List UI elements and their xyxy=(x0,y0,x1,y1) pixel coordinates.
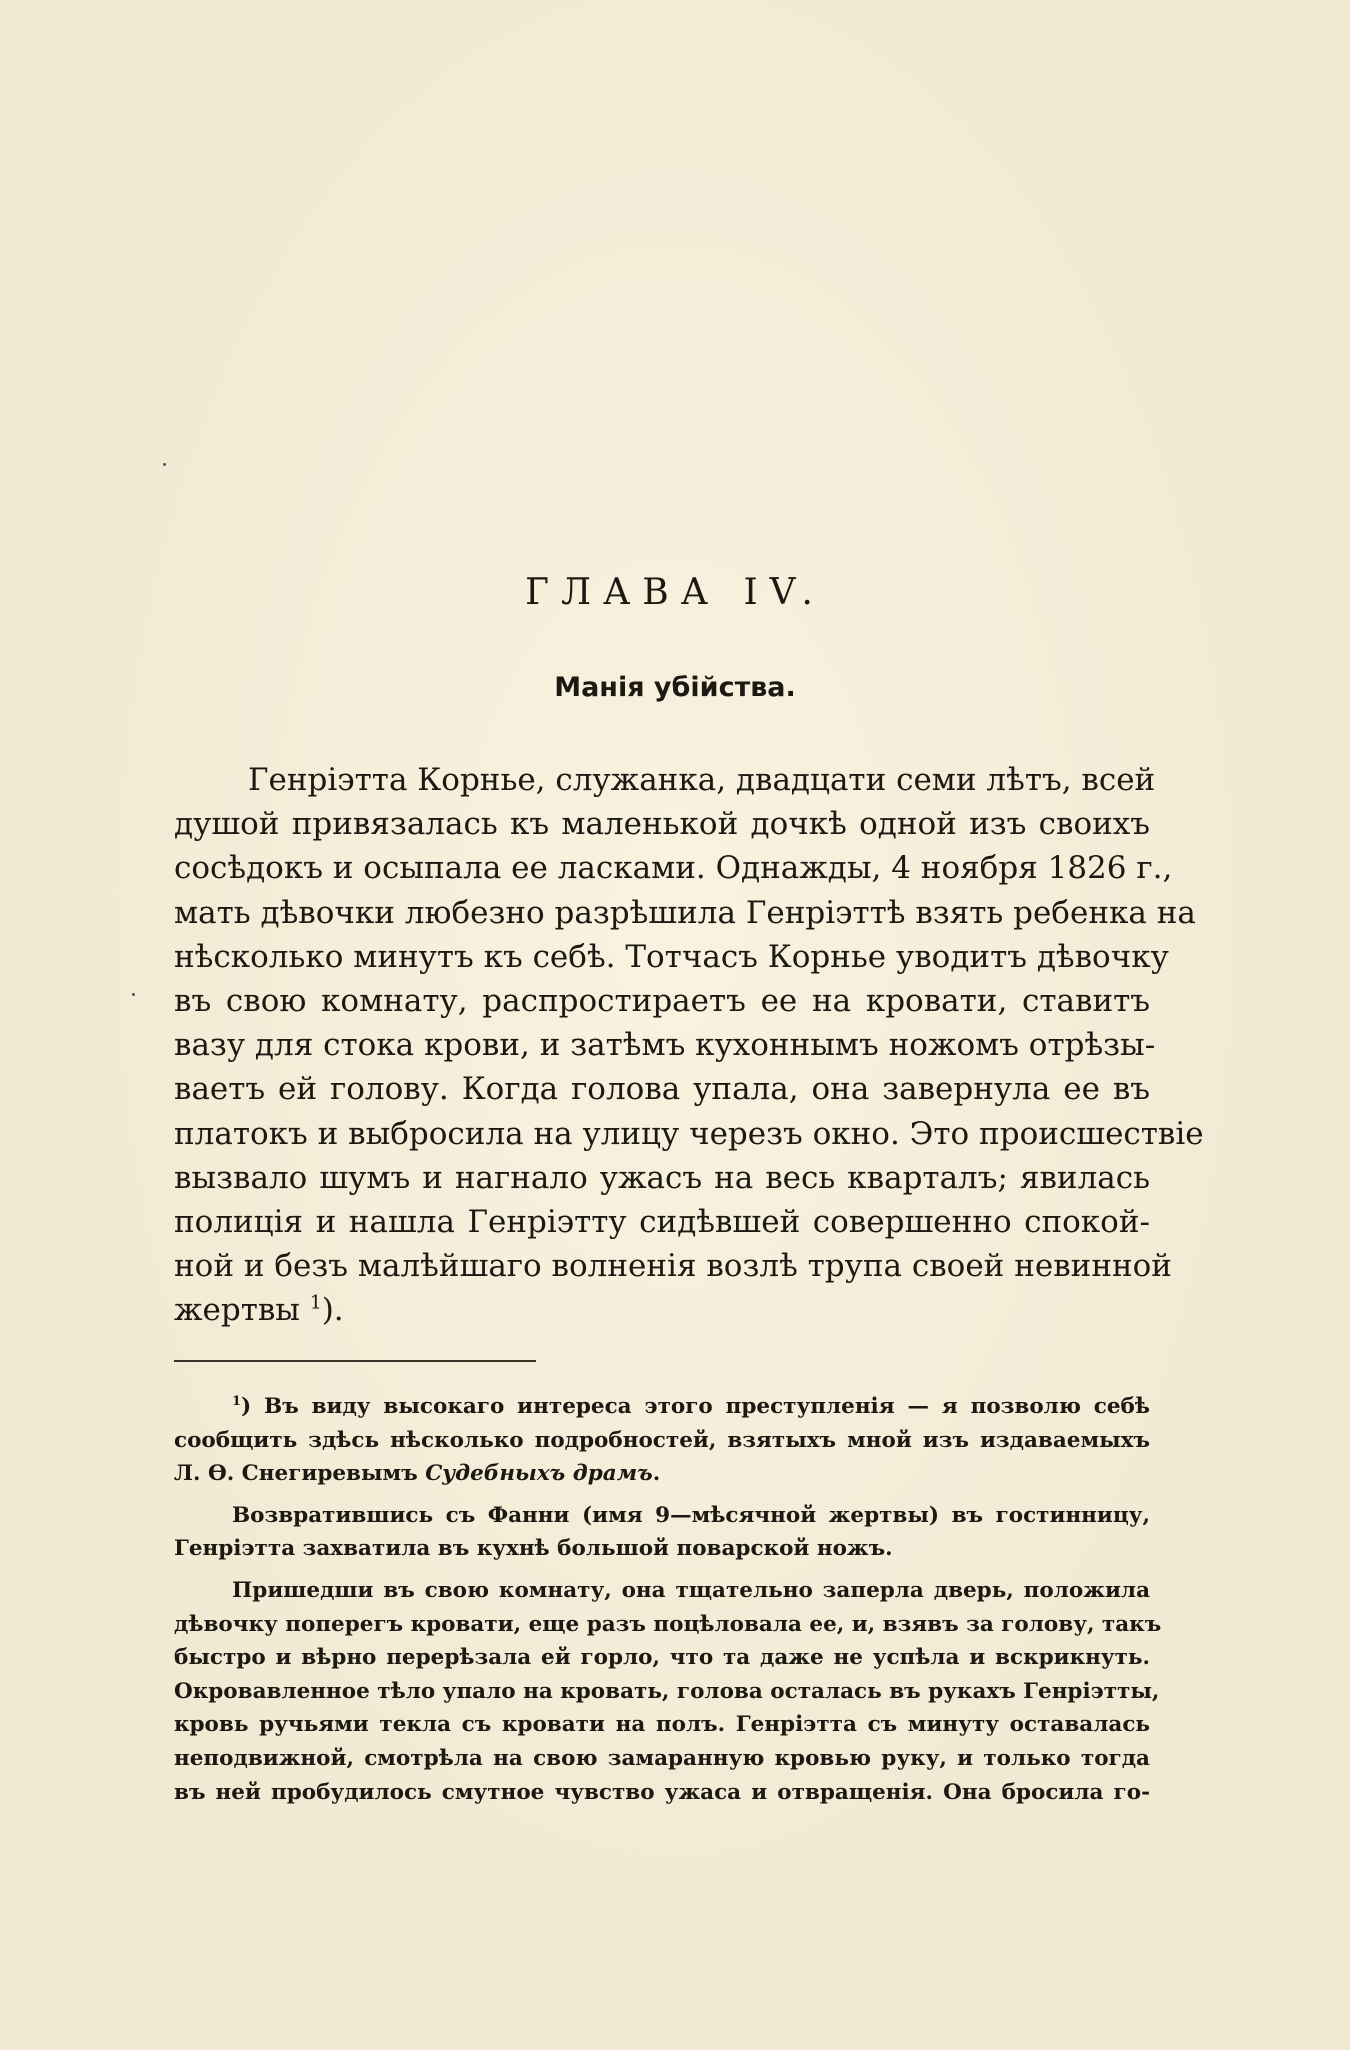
footnote-line: сообщить здѣсь нѣсколько подробностей, взятыхъ мной изъ издаваемыхъ xyxy=(174,1427,1150,1453)
footnote-source-title: Судебныхъ драмъ xyxy=(425,1461,653,1487)
footnotes xyxy=(174,1390,1162,1817)
footnote-line xyxy=(174,1390,1150,1424)
footnote-paragraph xyxy=(174,1390,1150,1491)
body-line: Генріэтта Корнье, служанка, двадцати семи лѣтъ, всей xyxy=(248,762,1156,798)
ink-speck xyxy=(132,993,135,996)
ink-speck xyxy=(163,463,166,466)
footnote-line: дѣвочку поперегъ кровати, еще разъ поцѣловала ее, и, взявъ за голову, такъ xyxy=(174,1611,1162,1637)
footnote-line: Генріэтта захватила въ кухнѣ большой поварской ножъ. xyxy=(174,1536,893,1562)
chapter-subtitle: Манія убійства. xyxy=(554,672,796,703)
footnote-separator xyxy=(174,1360,536,1362)
footnote-reference[interactable]: 1 xyxy=(309,1293,322,1315)
chapter-title: ГЛАВА IV. xyxy=(525,572,825,613)
body-paragraph xyxy=(174,758,1204,1333)
footnote-line: Возвратившись съ Фанни (имя 9—мѣсячной жертвы) въ гостинницу, xyxy=(232,1502,1150,1528)
footnote-line: Окровавленное тѣло упало на кровать, голова осталась въ рукахъ Генріэтты, xyxy=(174,1678,1160,1704)
body-line: вазу для стока крови, и затѣмъ кухоннымъ ножомъ отрѣзы- xyxy=(174,1027,1156,1064)
footnote-paragraph xyxy=(174,1574,1162,1809)
body-last-word: жертвы xyxy=(174,1292,300,1329)
footnote-line xyxy=(174,1457,1150,1491)
footnote-line-text: Л. Ѳ. Снегиревымъ xyxy=(174,1461,426,1487)
body-line: въ свою комнату, распростираетъ ее на кровати, ставитъ xyxy=(174,983,1150,1020)
footnote-line: въ ней пробудилось смутное чувство ужаса и отвращенія. Она бросила го- xyxy=(174,1779,1150,1805)
footnote-line-text: . xyxy=(652,1461,661,1487)
body-line: ваетъ ей голову. Когда голова упала, она завернула ее въ xyxy=(174,1071,1150,1108)
body-line-last xyxy=(174,1288,1150,1332)
body-line: вызвало шумъ и нагнало ужасъ на весь кварталъ; явилась xyxy=(174,1159,1150,1196)
footnote-marker: 1 xyxy=(232,1393,241,1409)
body-line: душой привязалась къ маленькой дочкѣ одной изъ своихъ xyxy=(174,806,1150,843)
body-line: мать дѣвочки любезно разрѣшила Генріэттѣ взять ребенка на xyxy=(174,894,1196,931)
footnote-line: быстро и вѣрно перерѣзала ей горло, что та даже не успѣла и вскрикнуть. xyxy=(174,1645,1150,1671)
body-line: нѣсколько минутъ къ себѣ. Тотчасъ Корнье уводитъ дѣвочку xyxy=(174,938,1169,975)
body-line: платокъ и выбросила на улицу черезъ окно. Это происшествіе xyxy=(174,1115,1204,1152)
footnote-line: кровь ручьями текла съ кровати на полъ. Генріэтта съ минуту оставалась xyxy=(174,1712,1150,1738)
body-last-punct: ). xyxy=(321,1292,344,1329)
footnote-line-text: ) Въ виду высокаго интереса этого преступленія — я позволю себѣ xyxy=(240,1394,1150,1419)
footnote-line: неподвижной, смотрѣла на свою замаранную кровью руку, и только тогда xyxy=(174,1745,1150,1771)
body-line: ной и безъ малѣйшаго волненія возлѣ трупа своей невинной xyxy=(174,1248,1172,1285)
body-line: полиція и нашла Генріэтту сидѣвшей совершенно спокой- xyxy=(174,1204,1150,1241)
footnote-line: Пришедши въ свою комнату, она тщательно заперла дверь, положила xyxy=(232,1577,1150,1603)
body-line: сосѣдокъ и осыпала ее ласками. Однажды, 4 ноября 1826 г., xyxy=(174,850,1173,887)
footnote-paragraph xyxy=(174,1499,1150,1566)
